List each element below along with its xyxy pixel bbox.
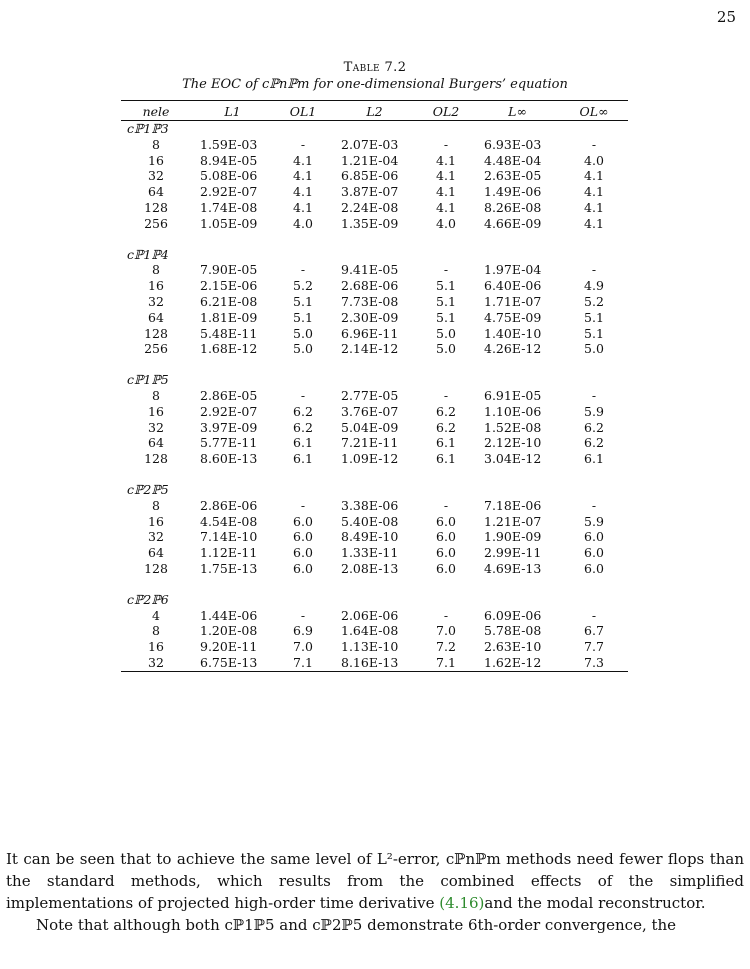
cell-l1: 2.15E-06 — [200, 278, 258, 294]
cell-l1: 1.44E-06 — [200, 607, 258, 623]
cell-ol2: 5.1 — [436, 309, 456, 325]
eoc-table — [121, 100, 628, 672]
cell-nele: 32 — [148, 168, 164, 184]
cell-ol1: 5.0 — [293, 325, 313, 341]
cell-linf: 2.63E-10 — [484, 639, 542, 655]
cell-l1: 5.48E-11 — [200, 325, 258, 341]
cell-olinf: - — [591, 497, 597, 513]
cell-l1: 5.77E-11 — [200, 435, 258, 451]
cell-ol1: 5.1 — [293, 293, 313, 309]
cell-linf: 1.52E-08 — [484, 419, 542, 435]
cell-nele: 8 — [152, 497, 160, 513]
cell-ol1: 4.1 — [293, 168, 313, 184]
cell-nele: 64 — [148, 309, 164, 325]
cell-olinf: - — [591, 262, 597, 278]
table-caption — [0, 60, 750, 92]
table-row — [121, 420, 628, 436]
cell-ol1: 4.1 — [293, 199, 313, 215]
cell-linf: 1.21E-07 — [484, 513, 542, 529]
cell-l2: 2.77E-05 — [341, 387, 399, 403]
table-row — [121, 278, 628, 294]
cell-l1: 1.74E-08 — [200, 199, 258, 215]
cell-ol2: 5.1 — [436, 293, 456, 309]
method-label: cℙ1ℙ5 — [127, 372, 169, 388]
paragraph-1 — [6, 848, 744, 914]
spacer-cell — [121, 232, 628, 247]
cell-ol2: 7.0 — [436, 623, 456, 639]
cell-l2: 3.76E-07 — [341, 403, 399, 419]
equation-ref-link[interactable]: (4.16) — [439, 894, 485, 912]
cell-ol1: - — [300, 387, 306, 403]
cell-nele: 64 — [148, 184, 164, 200]
method-group-header — [121, 372, 628, 388]
header-olinf: OL∞ — [560, 101, 628, 121]
cell-linf: 1.10E-06 — [484, 403, 542, 419]
cell-nele: 8 — [152, 387, 160, 403]
cell-l2: 1.33E-11 — [341, 545, 399, 561]
cell-olinf: 4.1 — [584, 184, 604, 200]
table-row — [121, 561, 628, 577]
cell-l1: 2.86E-06 — [200, 497, 258, 513]
cell-ol2: 4.1 — [436, 184, 456, 200]
cell-l2: 6.85E-06 — [341, 168, 399, 184]
cell-linf: 4.75E-09 — [484, 309, 542, 325]
cell-olinf: 4.1 — [584, 199, 604, 215]
cell-linf: 1.40E-10 — [484, 325, 542, 341]
cell-nele: 8 — [152, 262, 160, 278]
cell-l1: 6.21E-08 — [200, 293, 258, 309]
cell-nele: 128 — [144, 199, 168, 215]
table-row — [121, 153, 628, 169]
cell-linf: 8.26E-08 — [484, 199, 542, 215]
header-l2: L2 — [332, 101, 417, 121]
cell-l2: 1.13E-10 — [341, 639, 399, 655]
cell-linf: 4.66E-09 — [484, 215, 542, 231]
table-body — [121, 121, 628, 672]
cell-olinf: 5.0 — [584, 341, 604, 357]
cell-l2: 7.73E-08 — [341, 293, 399, 309]
cell-l2: 5.04E-09 — [341, 419, 399, 435]
cell-linf: 5.78E-08 — [484, 623, 542, 639]
table-row — [121, 404, 628, 420]
spacer-cell — [121, 577, 628, 592]
cell-l1: 7.90E-05 — [200, 262, 258, 278]
cell-l1: 2.92E-07 — [200, 184, 258, 200]
cell-ol2: 5.0 — [436, 341, 456, 357]
page-number: 25 — [716, 8, 736, 26]
cell-l1: 1.81E-09 — [200, 309, 258, 325]
cell-ol1: 6.0 — [293, 529, 313, 545]
header-row — [121, 101, 628, 121]
cell-l1: 5.08E-06 — [200, 168, 258, 184]
table-row — [121, 294, 628, 310]
cell-olinf: 6.0 — [584, 560, 604, 576]
table-title: The EOC of cℙnℙm for one-dimensional Burgers’ equation — [182, 77, 568, 92]
cell-olinf: 4.0 — [584, 152, 604, 168]
cell-ol2: - — [443, 497, 449, 513]
cell-l2: 1.09E-12 — [341, 451, 399, 467]
cell-linf: 4.26E-12 — [484, 341, 542, 357]
paragraph-2: Note that although both cℙ1ℙ5 and cℙ2ℙ5 demonstrate 6th-order convergence, the — [36, 916, 677, 934]
cell-linf: 6.93E-03 — [484, 136, 542, 152]
table-row — [121, 529, 628, 545]
cell-linf: 1.97E-04 — [484, 262, 542, 278]
cell-l1: 1.59E-03 — [200, 136, 258, 152]
cell-ol2: 7.1 — [417, 655, 475, 671]
cell-ol1: 4.0 — [293, 215, 313, 231]
cell-olinf: 7.3 — [560, 655, 628, 671]
method-group-header — [121, 121, 628, 137]
cell-olinf: 6.1 — [584, 451, 604, 467]
group-spacer — [121, 577, 628, 592]
cell-l2: 7.21E-11 — [341, 435, 399, 451]
cell-ol2: 6.0 — [436, 560, 456, 576]
cell-nele: 128 — [144, 325, 168, 341]
cell-l2: 2.06E-06 — [341, 607, 399, 623]
cell-ol1: 6.2 — [293, 419, 313, 435]
group-spacer — [121, 467, 628, 482]
cell-linf: 1.71E-07 — [484, 293, 542, 309]
table-row — [121, 451, 628, 467]
header-l1: L1 — [191, 101, 274, 121]
cell-ol1: 6.0 — [293, 545, 313, 561]
method-label: cℙ2ℙ5 — [127, 481, 169, 497]
cell-ol2: - — [443, 262, 449, 278]
cell-l2: 1.35E-09 — [341, 215, 399, 231]
cell-linf: 1.90E-09 — [484, 529, 542, 545]
cell-linf: 2.63E-05 — [484, 168, 542, 184]
cell-l2: 8.49E-10 — [341, 529, 399, 545]
cell-nele: 16 — [148, 152, 164, 168]
table-row — [121, 655, 628, 671]
method-group-header — [121, 247, 628, 263]
cell-l2: 2.07E-03 — [341, 136, 399, 152]
cell-l2: 2.14E-12 — [341, 341, 399, 357]
paragraph-1-text: It can be seen that to achieve the same level of L²-error, cℙnℙm methods need fewer flops than the standard methods, which results from the combined effects of the simplified implementations of projected high-order time derivative — [6, 850, 744, 912]
cell-olinf: 6.2 — [584, 419, 604, 435]
table-row — [121, 388, 628, 404]
body-text — [6, 848, 744, 936]
cell-ol1: 6.2 — [293, 403, 313, 419]
cell-ol1: 5.1 — [293, 309, 313, 325]
cell-l2: 2.30E-09 — [341, 309, 399, 325]
cell-linf: 6.40E-06 — [484, 278, 542, 294]
table-row — [121, 514, 628, 530]
cell-nele: 64 — [148, 435, 164, 451]
cell-nele: 16 — [148, 639, 164, 655]
cell-nele: 32 — [148, 529, 164, 545]
cell-l2: 1.21E-04 — [341, 152, 399, 168]
cell-l2: 1.64E-08 — [341, 623, 399, 639]
cell-ol2: 6.0 — [436, 545, 456, 561]
cell-l1: 9.20E-11 — [200, 639, 258, 655]
cell-l1: 1.68E-12 — [200, 341, 258, 357]
cell-ol1: 5.0 — [293, 341, 313, 357]
table-row — [121, 262, 628, 278]
group-spacer — [121, 232, 628, 247]
table-label: Table 7.2 — [343, 60, 407, 75]
cell-nele: 16 — [148, 513, 164, 529]
table-row — [121, 200, 628, 216]
cell-linf: 2.12E-10 — [484, 435, 542, 451]
cell-ol2: 7.2 — [436, 639, 456, 655]
cell-olinf: 5.1 — [584, 309, 604, 325]
cell-l2: 2.24E-08 — [341, 199, 399, 215]
cell-ol2: 4.1 — [436, 152, 456, 168]
cell-olinf: 6.0 — [584, 529, 604, 545]
cell-ol1: 5.2 — [293, 278, 313, 294]
cell-l1: 1.12E-11 — [200, 545, 258, 561]
spacer-cell — [121, 357, 628, 372]
cell-nele: 128 — [144, 560, 168, 576]
cell-linf: 2.99E-11 — [484, 545, 542, 561]
cell-l1: 1.05E-09 — [200, 215, 258, 231]
cell-ol2: 6.1 — [436, 435, 456, 451]
cell-ol2: 5.1 — [436, 278, 456, 294]
cell-nele: 256 — [144, 215, 168, 231]
cell-nele: 16 — [148, 403, 164, 419]
cell-nele: 256 — [144, 341, 168, 357]
method-label: cℙ1ℙ4 — [127, 246, 169, 262]
header-nele: nele — [121, 101, 191, 121]
table-row — [121, 168, 628, 184]
cell-l1: 2.92E-07 — [200, 403, 258, 419]
cell-l2: 9.41E-05 — [341, 262, 399, 278]
cell-ol1: 6.1 — [293, 451, 313, 467]
cell-nele: 32 — [121, 655, 191, 671]
cell-l1: 3.97E-09 — [200, 419, 258, 435]
table-row — [121, 639, 628, 655]
table-row — [121, 216, 628, 232]
cell-l2: 8.16E-13 — [332, 655, 417, 671]
cell-ol2: 6.0 — [436, 513, 456, 529]
cell-l2: 2.08E-13 — [341, 560, 399, 576]
cell-olinf: 5.9 — [584, 513, 604, 529]
method-group-header — [121, 592, 628, 608]
table-row — [121, 341, 628, 357]
group-spacer — [121, 357, 628, 372]
cell-ol1: 6.0 — [293, 560, 313, 576]
method-group-header — [121, 482, 628, 498]
cell-ol2: - — [443, 387, 449, 403]
cell-olinf: - — [591, 607, 597, 623]
cell-l1: 1.75E-13 — [200, 560, 258, 576]
cell-l2: 6.96E-11 — [341, 325, 399, 341]
cell-nele: 8 — [152, 623, 160, 639]
table-row — [121, 310, 628, 326]
cell-l2: 3.38E-06 — [341, 497, 399, 513]
cell-ol1: - — [300, 262, 306, 278]
cell-ol2: 6.0 — [436, 529, 456, 545]
cell-l1: 1.20E-08 — [200, 623, 258, 639]
cell-ol2: 4.1 — [436, 168, 456, 184]
cell-ol2: 4.0 — [436, 215, 456, 231]
cell-olinf: 7.7 — [584, 639, 604, 655]
cell-ol1: - — [300, 607, 306, 623]
cell-ol2: 6.2 — [436, 419, 456, 435]
cell-linf: 6.91E-05 — [484, 387, 542, 403]
header-ol1: OL1 — [274, 101, 332, 121]
cell-nele: 32 — [148, 293, 164, 309]
spacer-cell — [121, 467, 628, 482]
cell-l1: 4.54E-08 — [200, 513, 258, 529]
cell-ol1: 7.0 — [293, 639, 313, 655]
header-linf: L∞ — [475, 101, 560, 121]
cell-olinf: 4.1 — [584, 168, 604, 184]
cell-linf: 6.09E-06 — [484, 607, 542, 623]
cell-olinf: 5.2 — [584, 293, 604, 309]
cell-ol1: 7.1 — [274, 655, 332, 671]
cell-nele: 64 — [148, 545, 164, 561]
cell-olinf: 6.7 — [584, 623, 604, 639]
cell-ol2: - — [443, 607, 449, 623]
cell-ol1: 4.1 — [293, 184, 313, 200]
cell-olinf: 6.2 — [584, 435, 604, 451]
cell-l2: 5.40E-08 — [341, 513, 399, 529]
cell-linf: 1.49E-06 — [484, 184, 542, 200]
cell-ol1: - — [300, 497, 306, 513]
cell-l2: 3.87E-07 — [341, 184, 399, 200]
cell-olinf: 5.1 — [584, 325, 604, 341]
cell-l1: 7.14E-10 — [200, 529, 258, 545]
cell-nele: 4 — [152, 607, 160, 623]
cell-nele: 128 — [144, 451, 168, 467]
cell-ol2: 6.2 — [436, 403, 456, 419]
cell-nele: 16 — [148, 278, 164, 294]
cell-ol2: 6.1 — [436, 451, 456, 467]
cell-nele: 32 — [148, 419, 164, 435]
cell-olinf: 5.9 — [584, 403, 604, 419]
table-row — [121, 608, 628, 624]
cell-olinf: 6.0 — [584, 545, 604, 561]
table-row — [121, 184, 628, 200]
table-row — [121, 326, 628, 342]
cell-linf: 4.48E-04 — [484, 152, 542, 168]
cell-ol1: 6.0 — [293, 513, 313, 529]
cell-linf: 1.62E-12 — [475, 655, 560, 671]
cell-olinf: - — [591, 136, 597, 152]
table-row — [121, 623, 628, 639]
cell-l1: 6.75E-13 — [191, 655, 274, 671]
cell-ol1: - — [300, 136, 306, 152]
header-ol2: OL2 — [417, 101, 475, 121]
cell-olinf: 4.1 — [584, 215, 604, 231]
cell-ol2: 4.1 — [436, 199, 456, 215]
cell-linf: 7.18E-06 — [484, 497, 542, 513]
method-label: cℙ1ℙ3 — [127, 121, 169, 136]
cell-l2: 2.68E-06 — [341, 278, 399, 294]
cell-linf: 3.04E-12 — [484, 451, 542, 467]
cell-l1: 8.60E-13 — [200, 451, 258, 467]
table-row — [121, 435, 628, 451]
cell-ol1: 4.1 — [293, 152, 313, 168]
cell-olinf: 4.9 — [584, 278, 604, 294]
paragraph-1-tail: and the modal reconstructor. — [484, 894, 706, 912]
cell-linf: 4.69E-13 — [484, 560, 542, 576]
cell-nele: 8 — [152, 136, 160, 152]
cell-ol1: 6.9 — [293, 623, 313, 639]
cell-l1: 8.94E-05 — [200, 152, 258, 168]
table-row — [121, 545, 628, 561]
cell-olinf: - — [591, 387, 597, 403]
cell-ol2: 5.0 — [436, 325, 456, 341]
table-row — [121, 137, 628, 153]
method-label: cℙ2ℙ6 — [127, 591, 169, 607]
table-row — [121, 498, 628, 514]
cell-ol1: 6.1 — [293, 435, 313, 451]
cell-ol2: - — [443, 136, 449, 152]
cell-l1: 2.86E-05 — [200, 387, 258, 403]
